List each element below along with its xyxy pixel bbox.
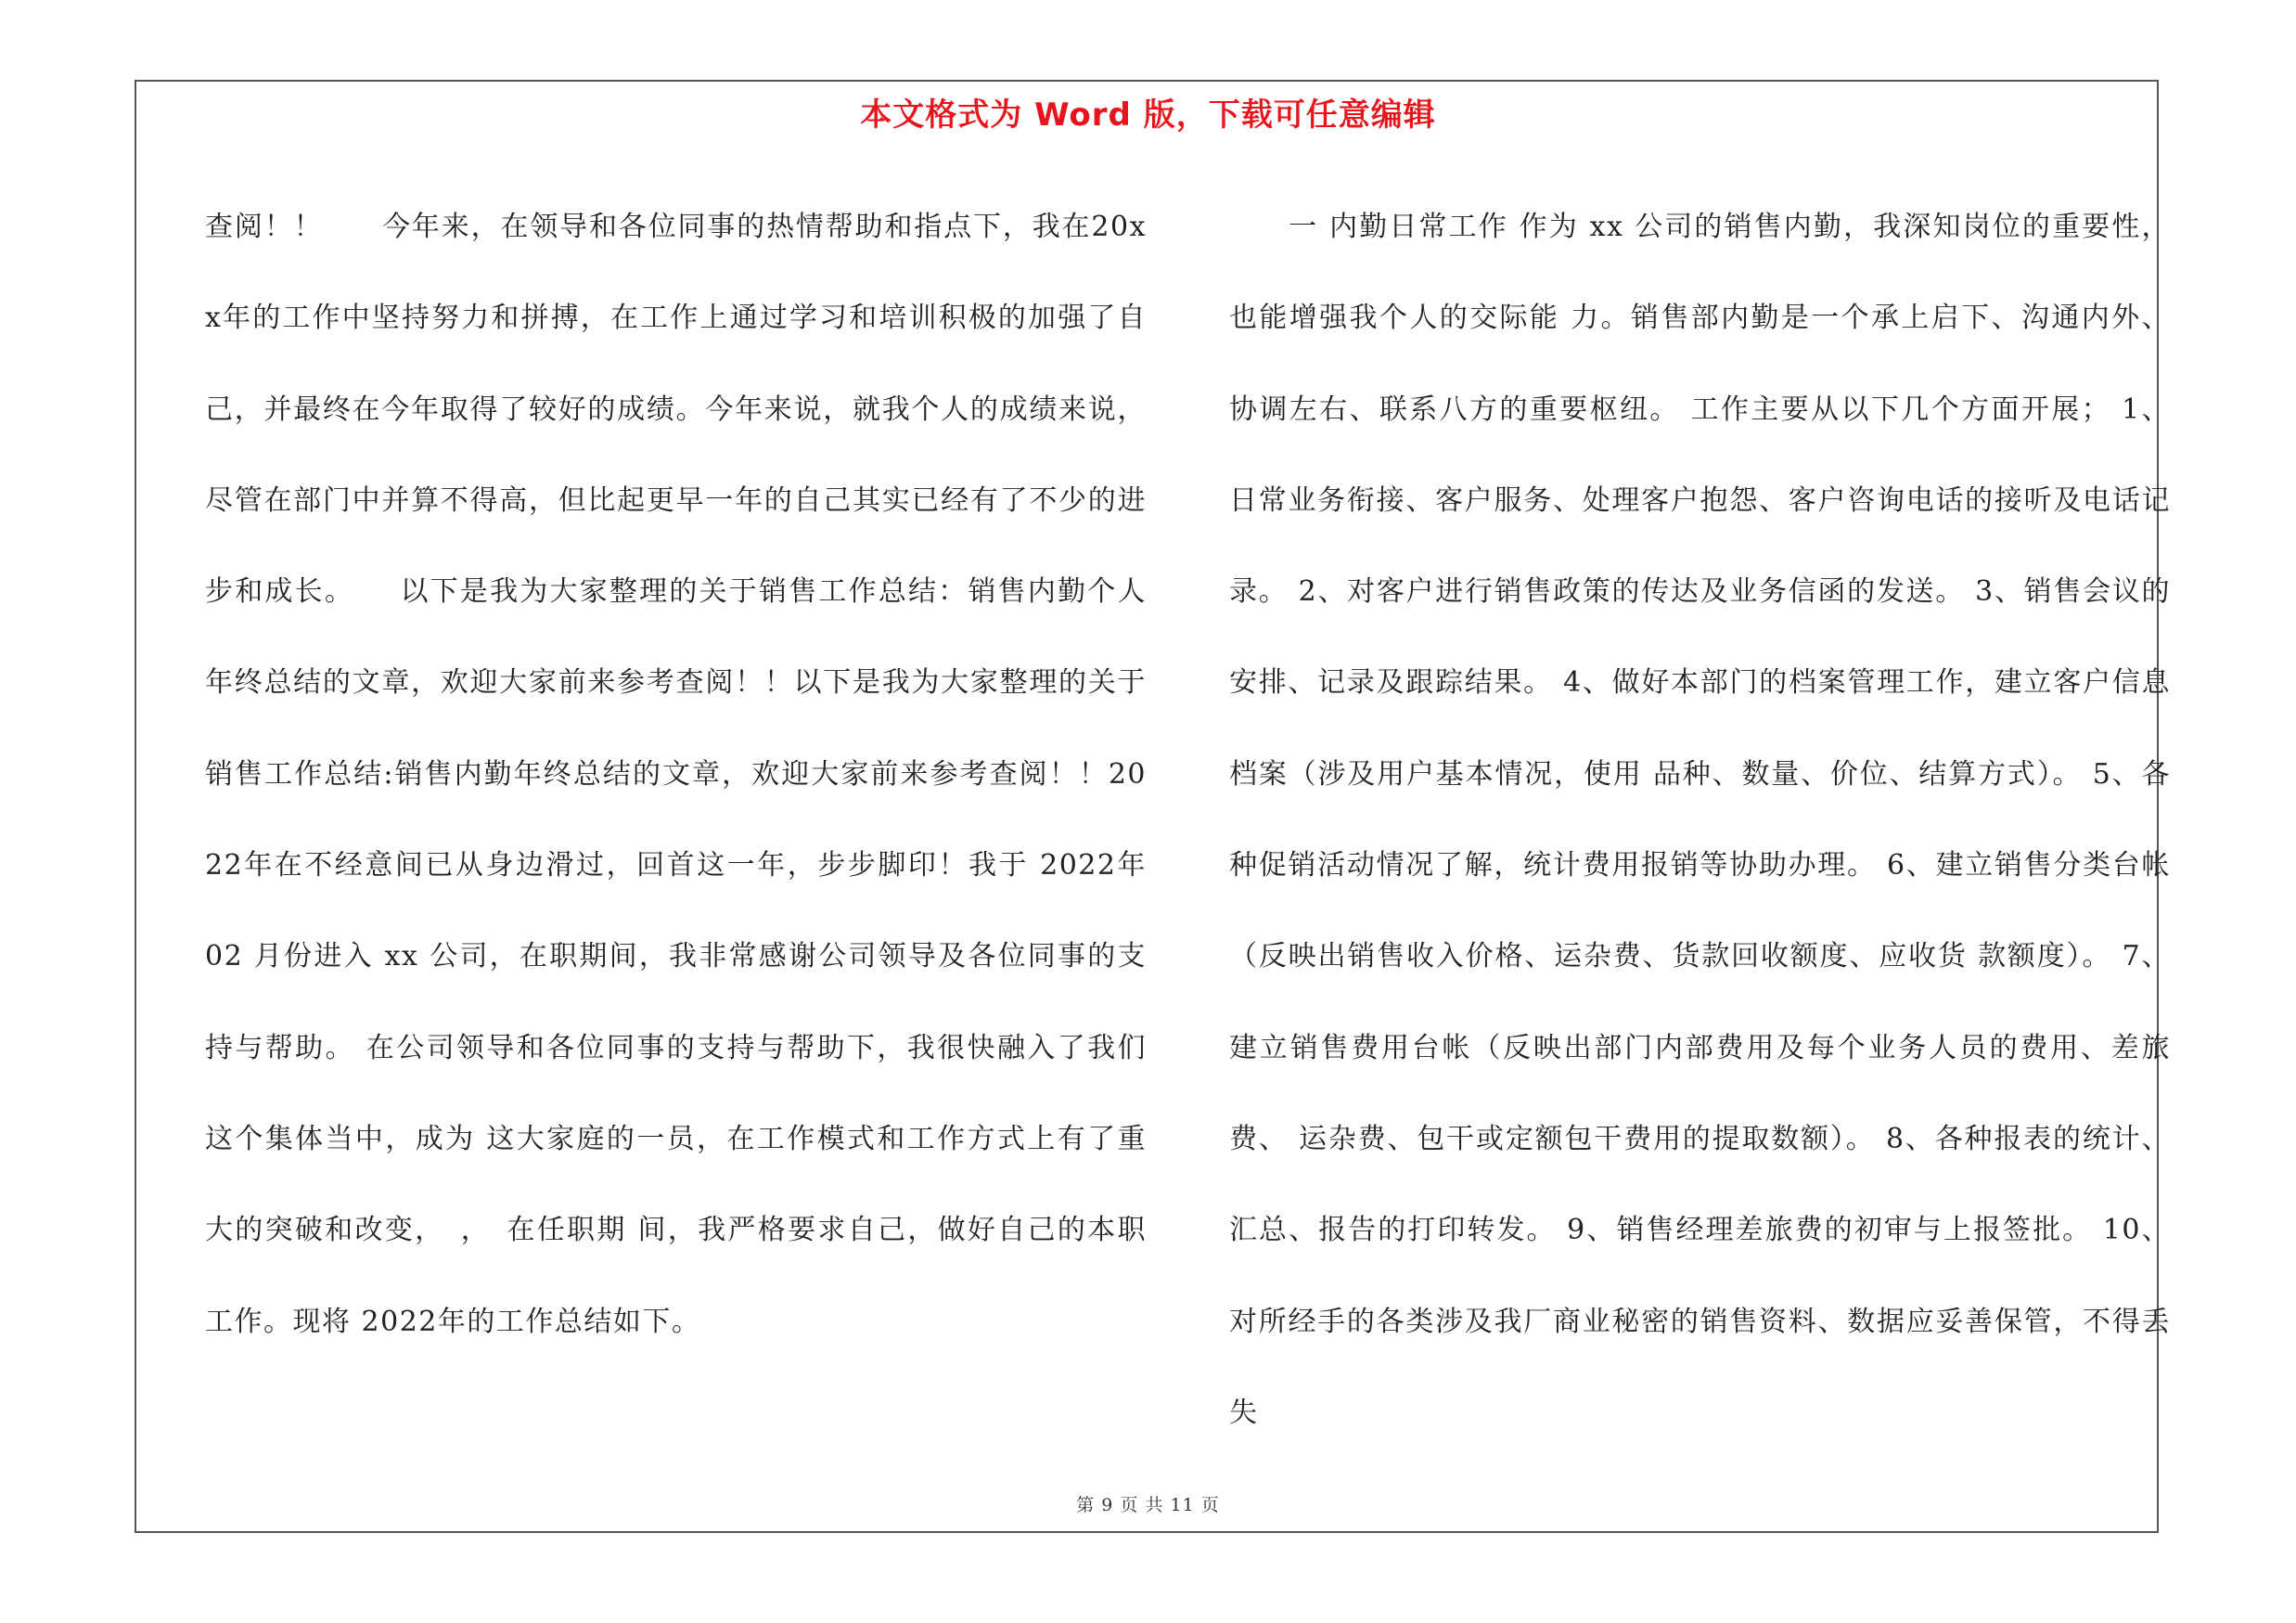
- right-text-column: 一 内勤日常工作 作为 xx 公司的销售内勤，我深知岗位的重要性，也能增强我个人的交际能 力。销售部内勤是一个承上启下、沟通内外、协调左右、联系八方的重要枢纽。 工作主要从以下几个方面开展； 1、日常业务衔接、客户服务、处理客户抱怨、客户咨询电话的接听及电话记录。 2、对客户进行销售政策的传达及业务信函的发送。 3、销售会议的安排、记录及跟踪结果。 4、做好本部门的档案管理工作，建立客户信息档案（涉及用户基本情况，使用 品种、数量、价位、结算方式）。 5、各种促销活动情况了解，统计费用报销等协助办理。 6、建立销售分类台帐（反映出销售收入价格、运杂费、货款回收额度、应收货 款额度）。 7、建立销售费用台帐（反映出部门内部费用及每个业务人员的费用、差旅费、 运杂费、包干或定额包干费用的提取数额）。 8、各种报表的统计、汇总、报告的打印转发。 9、销售经理差旅费的初审与上报签批。 10、对所经手的各类涉及我厂商业秘密的销售资料、数据应妥善保管，不得丢失: [1229, 211, 2171, 1429]
- left-text-column: 查阅！！ 今年来，在领导和各位同事的热情帮助和指点下，我在20xx年的工作中坚持努力和拼搏，在工作上通过学习和培训积极的加强了自己，并最终在今年取得了较好的成绩。今年来说，就我个人的成绩来说，尽管在部门中并算不得高，但比起更早一年的自己其实已经有了不少的进步和成长。 以下是我为大家整理的关于销售工作总结：销售内勤个人年终总结的文章，欢迎大家前来参考查阅！！以下是我为大家整理的关于销售工作总结:销售内勤年终总结的文章，欢迎大家前来参考查阅！！2022年在不经意间已从身边滑过，回首这一年，步步脚印！我于 2022年 02 月份进入 xx 公司，在职期间，我非常感谢公司领导及各位同事的支持与帮助。 在公司领导和各位同事的支持与帮助下，我很快融入了我们这个集体当中，成为 这大家庭的一员，在工作模式和工作方式上有了重大的突破和改变， ， 在任职期 间，我严格要求自己，做好自己的本职工作。现将 2022年的工作总结如下。: [205, 211, 1147, 1338]
- format-note-header: 本文格式为 Word 版，下载可任意编辑: [860, 97, 1436, 134]
- page-number-footer: 第 9 页 共 11 页: [1076, 1495, 1220, 1515]
